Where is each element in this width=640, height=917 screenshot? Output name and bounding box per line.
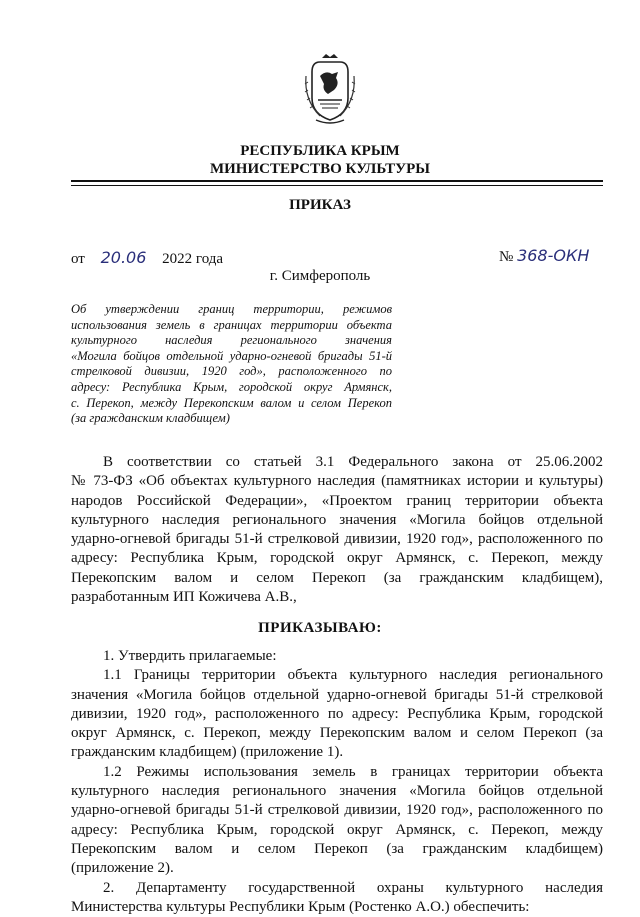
title-line: стрелковой дивизии, 1920 год», расположенного по [71,364,392,379]
preamble-line: разработанным ИП Кожичева А.В., [71,589,297,606]
ministry-heading: МИНИСТЕРСТВО КУЛЬТУРЫ [209,161,431,177]
document-type: ПРИКАЗ [289,197,351,213]
city: г. Симферополь [269,268,371,284]
order-word: ПРИКАЗЫВАЮ: [258,620,382,636]
item-line: дивизии, 1920 год», расположенного по адресу: Республика Крым, городской [71,705,603,722]
title-line: Об утверждении границ территории, режимов [71,302,392,316]
item-line: Перекопским валом и селом Перекоп (за гражданским кладбищем) [71,840,603,857]
item-line: 1. Утвердить прилагаемые: [103,648,277,664]
title-line: культурного наследия регионального значения [71,333,392,348]
order-title [71,302,392,427]
item-line: Министерства культуры Республики Крым (Ростенко А.О.) обеспечить: [71,898,530,915]
republic-heading: РЕСПУБЛИКА КРЫМ [240,143,400,159]
item-line: 2. Департаменту государственной охраны культурного наследия [103,879,603,896]
title-line: использования земель в границах территории объекта [71,317,392,332]
item-line: 1.1 Границы территории объекта культурного наследия регионального [103,667,603,684]
item-line: адресу: Республика Крым, городской округ Армянск, с. Перекоп, между [71,821,603,838]
title-line: адресу: Республика Крым, городской округ Армянск, [71,379,392,394]
handwritten-number: 368-ОКН [517,246,590,265]
order-number [499,246,589,266]
preamble-line: культурного наследия регионального значения «Могила бойцов отдельной [71,511,603,528]
title-line: с. Перекоп, между Перекопским валом и селом Перекоп [71,395,392,410]
date-year: 2022 года [162,251,224,267]
handwritten-date: 20.06 [100,248,147,267]
title-line: «Могила бойцов отдельной ударно-огневой бригады 51-й [71,348,392,363]
item-line: культурного наследия регионального значения «Могила бойцов отдельной [71,783,603,800]
order-items [71,647,603,917]
number-prefix: № [499,249,514,265]
preamble-line: Перекопским валом и селом Перекоп (за гражданским кладбищем), [71,569,603,586]
date-prefix: от [71,251,85,267]
preamble-line: № 73-ФЗ «Об объектах культурного наследия (памятниках истории и культуры) [71,473,603,490]
item-line: округ Армянск, с. Перекоп, между Перекопским валом и селом Перекоп (за [71,725,603,742]
date-line [71,248,223,268]
preamble-paragraph [71,453,603,607]
header-rule-thick [71,180,603,182]
preamble-line: адресу: Республика Крым, городской округ Армянск, с. Перекоп, между [71,550,603,567]
preamble-line: ударно-огневой бригады 51-й стрелковой дивизии, 1920 год», расположенного по [71,531,603,548]
coat-of-arms-emblem [302,54,358,126]
item-line: 1.2 Режимы использования земель в границах территории объекта [103,763,603,780]
item-line: (приложение 2). [71,860,174,877]
preamble-line: народов Российской Федерации», «Проектом границ территории объекта [71,492,603,509]
item-line: гражданским кладбищем) (приложение 1). [71,744,344,761]
title-line: (за гражданским кладбищем) [71,411,230,426]
item-line: ударно-огневой бригады 51-й стрелковой дивизии, 1920 год», расположенного по [71,802,603,819]
header-rule-thin [71,185,603,186]
preamble-line: В соответствии со статьей 3.1 Федерального закона от 25.06.2002 [103,454,603,470]
item-line: значения «Могила бойцов отдельной ударно-огневой бригады 51-й стрелковой [71,686,603,703]
